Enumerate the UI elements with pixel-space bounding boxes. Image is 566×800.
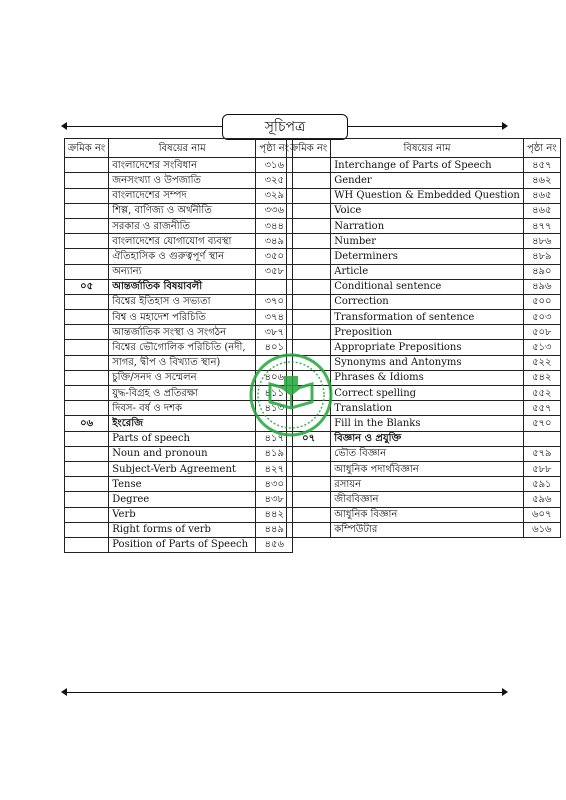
table-row [287,203,561,218]
serial-cell [287,492,331,507]
topic-cell: Synonyms and Antonyms [331,355,524,370]
topic-cell: বিশ্বের ভৌগোলিক পরিচিতি (নদী, [109,340,256,355]
page-cell: ৪০৬ [256,370,293,385]
serial-cell [65,477,109,492]
table-row [65,188,293,203]
serial-cell [65,173,109,188]
serial-cell: ০৬ [65,416,109,431]
topic-cell: Preposition [331,325,524,340]
page-cell: ৪০১ [256,340,293,355]
page-cell: ৪১১ [256,386,293,401]
table-row [287,492,561,507]
serial-cell [65,294,109,309]
table-row [65,325,293,340]
topic-cell: বিজ্ঞান ও প্রযুক্তি [331,431,524,446]
serial-cell [287,325,331,340]
page-cell: ৪৮৯ [523,249,560,264]
page-cell: ৫৭৯ [523,446,560,461]
topic-header: বিষয়ের নাম [331,139,524,158]
topic-cell: বাংলাদেশের সম্পদ [109,188,256,203]
topic-cell: Gender [331,173,524,188]
toc-table-right [286,138,561,538]
topic-cell: বিশ্ব ও মহাদেশ পরিচিতি [109,310,256,325]
table-header-row [65,139,293,158]
table-row [287,264,561,279]
table-row [287,461,561,476]
serial-cell [287,461,331,476]
page-cell: ৪৯৬ [523,279,560,294]
toc-table-left [64,138,293,553]
topic-cell: সরকার ও রাজনীতি [109,218,256,233]
serial-cell [65,431,109,446]
topic-cell: Fill in the Blanks [331,416,524,431]
page-cell: ৩৭৪ [256,310,293,325]
table-row [65,537,293,552]
table-row [65,218,293,233]
page-title: সূচিপত্র [222,114,348,140]
topic-cell: কম্পিউটার [331,522,524,537]
topic-header: বিষয়ের নাম [109,139,256,158]
topic-cell: WH Question & Embedded Question [331,188,524,203]
topic-cell: রসায়ন [331,477,524,492]
table-row [65,173,293,188]
page-cell: ৪৪২ [256,507,293,522]
topic-cell: Parts of speech [109,431,256,446]
serial-cell [287,310,331,325]
serial-cell [65,537,109,552]
page-cell: ৩১৬ [256,158,293,173]
table-row [65,446,293,461]
topic-cell: Number [331,234,524,249]
serial-cell [65,401,109,416]
topic-cell: Narration [331,218,524,233]
topic-cell: Article [331,264,524,279]
table-row [287,310,561,325]
serial-cell [65,522,109,537]
serial-cell [287,173,331,188]
page-cell: ৪৬৫ [523,203,560,218]
table-row [65,264,293,279]
topic-cell: অন্যান্য [109,264,256,279]
table-row [65,234,293,249]
page-cell: ৪৪৯ [256,522,293,537]
page-cell: ৪৬৫ [523,188,560,203]
page-header: পৃষ্ঠা নং [523,139,560,158]
table-header-row [287,139,561,158]
table-row [287,249,561,264]
topic-cell: আধুনিক বিজ্ঞান [331,507,524,522]
serial-cell [65,203,109,218]
topic-cell: ঐতিহাসিক ও গুরুত্বপূর্ণ স্থান [109,249,256,264]
serial-cell [65,355,109,370]
page-cell: ৫৭০ [523,416,560,431]
page-cell: ৫৮৮ [523,461,560,476]
table-row [287,173,561,188]
serial-cell [65,492,109,507]
page-cell: ৩৫০ [256,249,293,264]
serial-cell: ০৫ [65,279,109,294]
topic-cell: Conditional sentence [331,279,524,294]
table-row [287,218,561,233]
book-logo-icon [248,352,334,438]
page-cell [523,431,560,446]
serial-cell [287,279,331,294]
topic-cell: ভৌত বিজ্ঞান [331,446,524,461]
page-cell: ৫৫৭ [523,401,560,416]
serial-cell [287,477,331,492]
serial-cell [65,325,109,340]
topic-cell: বাংলাদেশের যোগাযোগ ব্যবস্থা [109,234,256,249]
serial-cell [65,218,109,233]
page-cell: ৪২৭ [256,461,293,476]
topic-cell: Phrases & Idioms [331,370,524,385]
page-cell: ৪৩০ [256,477,293,492]
table-row [287,507,561,522]
topic-cell: Degree [109,492,256,507]
topic-cell: যুদ্ধ-বিগ্রহ ও প্রতিরক্ষা [109,386,256,401]
topic-cell: Right forms of verb [109,522,256,537]
serial-cell [287,188,331,203]
table-row [287,446,561,461]
table-row [287,477,561,492]
serial-cell [287,158,331,173]
page-cell: ৩২৯ [256,188,293,203]
page-cell: ৪১৩ [256,401,293,416]
page-cell: ৩৭০ [256,294,293,309]
page-cell: ৫২২ [523,355,560,370]
page-cell: ৫৪২ [523,370,560,385]
table-row [65,522,293,537]
serial-cell [65,188,109,203]
table-row [65,203,293,218]
rule-right-arrow-icon [502,122,508,130]
topic-cell: আন্তর্জাতিক বিষয়াবলী [109,279,256,294]
topic-cell: ইংরেজি [109,416,256,431]
table-row [65,294,293,309]
serial-cell [287,522,331,537]
table-row [65,310,293,325]
table-row [287,522,561,537]
serial-header: ক্রমিক নং [65,139,109,158]
table-row [287,279,561,294]
serial-cell: ০৭ [287,431,331,446]
page-cell: ৪৫৬ [256,537,293,552]
topic-cell: Noun and pronoun [109,446,256,461]
page-cell: ৪১৯ [256,446,293,461]
page-cell: ৫১৩ [523,340,560,355]
serial-cell [287,234,331,249]
page-cell: ৪৫৭ [523,158,560,173]
serial-cell [287,249,331,264]
topic-cell: Position of Parts of Speech [109,537,256,552]
page-cell: ৪৬২ [523,173,560,188]
page-cell: ৩৩৬ [256,203,293,218]
serial-cell [65,446,109,461]
serial-cell [287,203,331,218]
page-cell: ৪৮৬ [523,234,560,249]
topic-cell: Tense [109,477,256,492]
serial-cell [65,370,109,385]
topic-cell: Correct spelling [331,386,524,401]
topic-cell: বিশ্বের ইতিহাস ও সভ্যতা [109,294,256,309]
serial-header: ক্রমিক নং [287,139,331,158]
page-cell: ৫৯১ [523,477,560,492]
bottom-rule [63,692,506,693]
rule-left-arrow-icon [61,122,67,130]
page-cell: ৫০৩ [523,310,560,325]
page-cell: ৬০৭ [523,507,560,522]
table-row [287,158,561,173]
table-row [65,279,293,294]
topic-cell: Translation [331,401,524,416]
topic-cell: Appropriate Prepositions [331,340,524,355]
table-row [287,188,561,203]
serial-cell [287,507,331,522]
page-cell: ৪৩৮ [256,492,293,507]
page-cell: ৬১৬ [523,522,560,537]
topic-cell: আধুনিক পদার্থবিজ্ঞান [331,461,524,476]
serial-cell [65,507,109,522]
topic-cell: Determiners [331,249,524,264]
serial-cell [65,249,109,264]
page-cell: ৩৪৯ [256,234,293,249]
topic-cell: Interchange of Parts of Speech [331,158,524,173]
table-row [287,234,561,249]
topic-cell: Transformation of sentence [331,310,524,325]
topic-cell: Voice [331,203,524,218]
serial-cell [65,158,109,173]
table-row [65,507,293,522]
rule-right-arrow-icon [502,688,508,696]
topic-cell: দিবস- বর্ষ ও দশক [109,401,256,416]
serial-cell [65,234,109,249]
topic-cell: Subject-Verb Agreement [109,461,256,476]
page-cell: ৫৯৬ [523,492,560,507]
serial-cell [65,310,109,325]
table-row [287,294,561,309]
topic-cell: Correction [331,294,524,309]
topic-cell: বাংলাদেশের সংবিধান [109,158,256,173]
page-cell: ৪৭৭ [523,218,560,233]
serial-cell [287,294,331,309]
serial-cell [65,264,109,279]
topic-cell: জীববিজ্ঞান [331,492,524,507]
page-cell: ৩৫৮ [256,264,293,279]
page-cell: ৩২৫ [256,173,293,188]
serial-cell [287,264,331,279]
topic-cell: চুক্তি/সনদ ও সম্মেলন [109,370,256,385]
serial-cell [65,386,109,401]
table-row [65,158,293,173]
topic-cell: সাগর, দ্বীপ ও বিখ্যাত স্থান) [109,355,256,370]
table-row [65,249,293,264]
serial-cell [287,218,331,233]
table-row [65,477,293,492]
table-row [287,325,561,340]
rule-left-arrow-icon [61,688,67,696]
page-cell: ৩৪৪ [256,218,293,233]
serial-cell [65,340,109,355]
topic-cell: Verb [109,507,256,522]
table-row [65,492,293,507]
page-cell: ৫০৮ [523,325,560,340]
serial-cell [287,446,331,461]
topic-cell: শিল্প, বাণিজ্য ও অর্থনীতি [109,203,256,218]
page-cell: ৫০০ [523,294,560,309]
page-cell: ৪৯০ [523,264,560,279]
page-cell: ৩৮৭ [256,325,293,340]
page-header: পৃষ্ঠা নং [256,139,293,158]
page-cell: ৪১৭ [256,431,293,446]
table-row [65,461,293,476]
topic-cell: আন্তর্জাতিক সংস্থা ও সংগঠন [109,325,256,340]
page-cell: ৫৫২ [523,386,560,401]
topic-cell: জনসংখ্যা ও উপজাতি [109,173,256,188]
serial-cell [65,461,109,476]
